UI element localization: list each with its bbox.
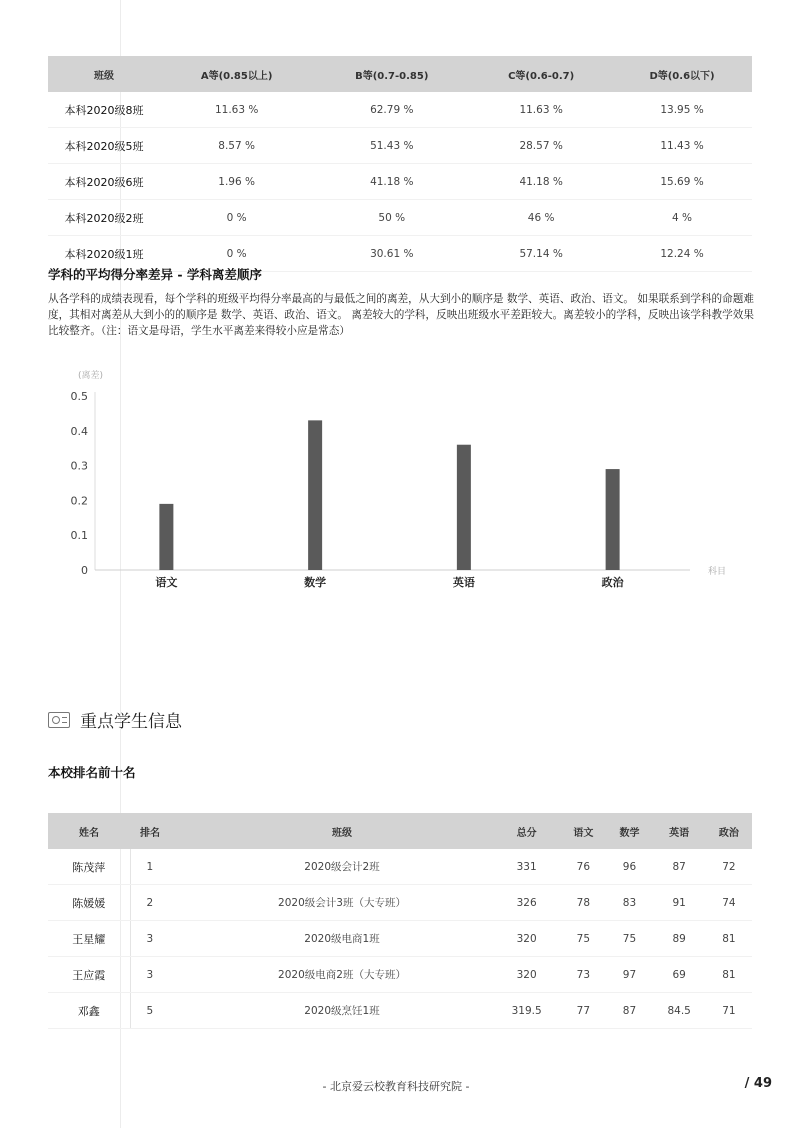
table-header-row <box>48 813 752 849</box>
y-tick-label: 0.3 <box>70 459 88 473</box>
header-cell: B等(0.7-0.85) <box>313 56 470 92</box>
heading-text: 重点学生信息 <box>80 712 182 732</box>
value-cell: 74 <box>706 885 752 921</box>
table-row <box>48 885 752 921</box>
header-cell: C等(0.6-0.7) <box>470 56 612 92</box>
x-tick-label: 英语 <box>452 576 475 589</box>
table-row <box>48 128 752 164</box>
value-cell: 4 % <box>612 200 752 236</box>
value-cell: 96 <box>606 849 652 885</box>
value-cell: 62.79 % <box>313 92 470 128</box>
value-cell: 81 <box>706 921 752 957</box>
y-tick-label: 0.4 <box>70 424 88 438</box>
value-cell: 30.61 % <box>313 236 470 272</box>
table-row <box>48 200 752 236</box>
value-cell: 319.5 <box>493 993 560 1029</box>
value-cell: 46 % <box>470 200 612 236</box>
grade-distribution-table <box>48 56 752 272</box>
row-label-cell: 本科2020级5班 <box>48 128 160 164</box>
header-cell: 总分 <box>493 813 560 849</box>
row-label-cell: 本科2020级2班 <box>48 200 160 236</box>
table-row <box>48 164 752 200</box>
value-cell: 8.57 % <box>160 128 313 164</box>
id-card-icon <box>48 712 70 728</box>
value-cell: 87 <box>653 849 706 885</box>
value-cell: 78 <box>560 885 606 921</box>
header-cell: D等(0.6以下) <box>612 56 752 92</box>
value-cell: 41.18 % <box>470 164 612 200</box>
table-row <box>48 921 752 957</box>
value-cell: 97 <box>606 957 652 993</box>
value-cell: 72 <box>706 849 752 885</box>
y-tick-label: 0 <box>81 564 88 577</box>
bar-语文 <box>159 504 173 570</box>
value-cell: 75 <box>606 921 652 957</box>
value-cell: 2020级烹饪1班 <box>191 993 493 1029</box>
table-row <box>48 993 752 1029</box>
value-cell: 331 <box>493 849 560 885</box>
value-cell: 87 <box>606 993 652 1029</box>
header-cell: 姓名 <box>48 813 130 849</box>
x-tick-label: 语文 <box>155 576 178 589</box>
value-cell: 326 <box>493 885 560 921</box>
header-cell: 班级 <box>48 56 160 92</box>
dispersion-bar-chart <box>50 362 750 592</box>
footer-org: - 北京爱云校教育科技研究院 - <box>322 1080 470 1093</box>
row-label-cell: 本科2020级6班 <box>48 164 160 200</box>
row-label-cell: 本科2020级8班 <box>48 92 160 128</box>
value-cell: 2020级电商2班（大专班） <box>191 957 493 993</box>
value-cell: 0 % <box>160 236 313 272</box>
value-cell: 2020级会计2班 <box>191 849 493 885</box>
header-cell: 排名 <box>130 813 191 849</box>
value-cell: 3 <box>130 957 191 993</box>
value-cell: 75 <box>560 921 606 957</box>
value-cell: 51.43 % <box>313 128 470 164</box>
value-cell: 3 <box>130 921 191 957</box>
value-cell: 41.18 % <box>313 164 470 200</box>
row-label-cell: 王应霞 <box>48 957 130 993</box>
table-header-row <box>48 56 752 92</box>
value-cell: 320 <box>493 921 560 957</box>
value-cell: 71 <box>706 993 752 1029</box>
row-label-cell: 本科2020级1班 <box>48 236 160 272</box>
header-cell: 班级 <box>191 813 493 849</box>
bar-数学 <box>308 420 322 570</box>
value-cell: 28.57 % <box>470 128 612 164</box>
value-cell: 73 <box>560 957 606 993</box>
table-row <box>48 849 752 885</box>
value-cell: 11.43 % <box>612 128 752 164</box>
value-cell: 13.95 % <box>612 92 752 128</box>
value-cell: 2 <box>130 885 191 921</box>
value-cell: 11.63 % <box>470 92 612 128</box>
x-tick-label: 政治 <box>601 576 624 589</box>
x-tick-label: 数学 <box>304 576 327 589</box>
bar-政治 <box>606 469 620 570</box>
value-cell: 83 <box>606 885 652 921</box>
value-cell: 91 <box>653 885 706 921</box>
value-cell: 69 <box>653 957 706 993</box>
row-label-cell: 邓鑫 <box>48 993 130 1029</box>
table-row <box>48 957 752 993</box>
value-cell: 0 % <box>160 200 313 236</box>
value-cell: 84.5 <box>653 993 706 1029</box>
value-cell: 11.63 % <box>160 92 313 128</box>
value-cell: 12.24 % <box>612 236 752 272</box>
value-cell: 77 <box>560 993 606 1029</box>
page-number: / 49 <box>744 1076 772 1091</box>
value-cell: 5 <box>130 993 191 1029</box>
row-label-cell: 陈茂萍 <box>48 849 130 885</box>
value-cell: 57.14 % <box>470 236 612 272</box>
row-label-cell: 王星耀 <box>48 921 130 957</box>
y-tick-label: 0.5 <box>70 390 88 403</box>
header-cell: 政治 <box>706 813 752 849</box>
value-cell: 320 <box>493 957 560 993</box>
table-row <box>48 92 752 128</box>
header-cell: 数学 <box>606 813 652 849</box>
y-tick-label: 0.2 <box>70 494 88 508</box>
x-axis-label: 科目 <box>708 567 727 577</box>
y-axis-label: (离差) <box>78 371 104 381</box>
value-cell: 2020级会计3班（大专班） <box>191 885 493 921</box>
y-tick-label: 0.1 <box>70 529 88 543</box>
value-cell: 1.96 % <box>160 164 313 200</box>
header-cell: 语文 <box>560 813 606 849</box>
row-label-cell: 陈媛媛 <box>48 885 130 921</box>
key-students-heading <box>48 707 182 732</box>
value-cell: 2020级电商1班 <box>191 921 493 957</box>
header-cell: A等(0.85以上) <box>160 56 313 92</box>
value-cell: 76 <box>560 849 606 885</box>
section-title: 学科的平均得分率差异 - 学科离差顺序 <box>48 267 262 282</box>
value-cell: 89 <box>653 921 706 957</box>
section-paragraph: 从各学科的成绩表现看，每个学科的班级平均得分率最高的与最低之间的离差，从大到小的顺序是 数学、英语、政治、语文。 如果联系到学科的命题难度，其相对离差从大到小的的顺序是 数学、英语、政治、语文。 离差较大的学科，反映出班级水平差距较大。离差较小的学科，反映出该学科教学效果比较整齐。（注：语文是母语，学生水平离差来得较小应是常态） <box>48 293 754 337</box>
value-cell: 15.69 % <box>612 164 752 200</box>
top-students-table <box>48 813 752 1029</box>
value-cell: 81 <box>706 957 752 993</box>
bar-英语 <box>457 445 471 570</box>
top-ten-subtitle: 本校排名前十名 <box>48 765 136 780</box>
header-cell: 英语 <box>653 813 706 849</box>
value-cell: 1 <box>130 849 191 885</box>
value-cell: 50 % <box>313 200 470 236</box>
